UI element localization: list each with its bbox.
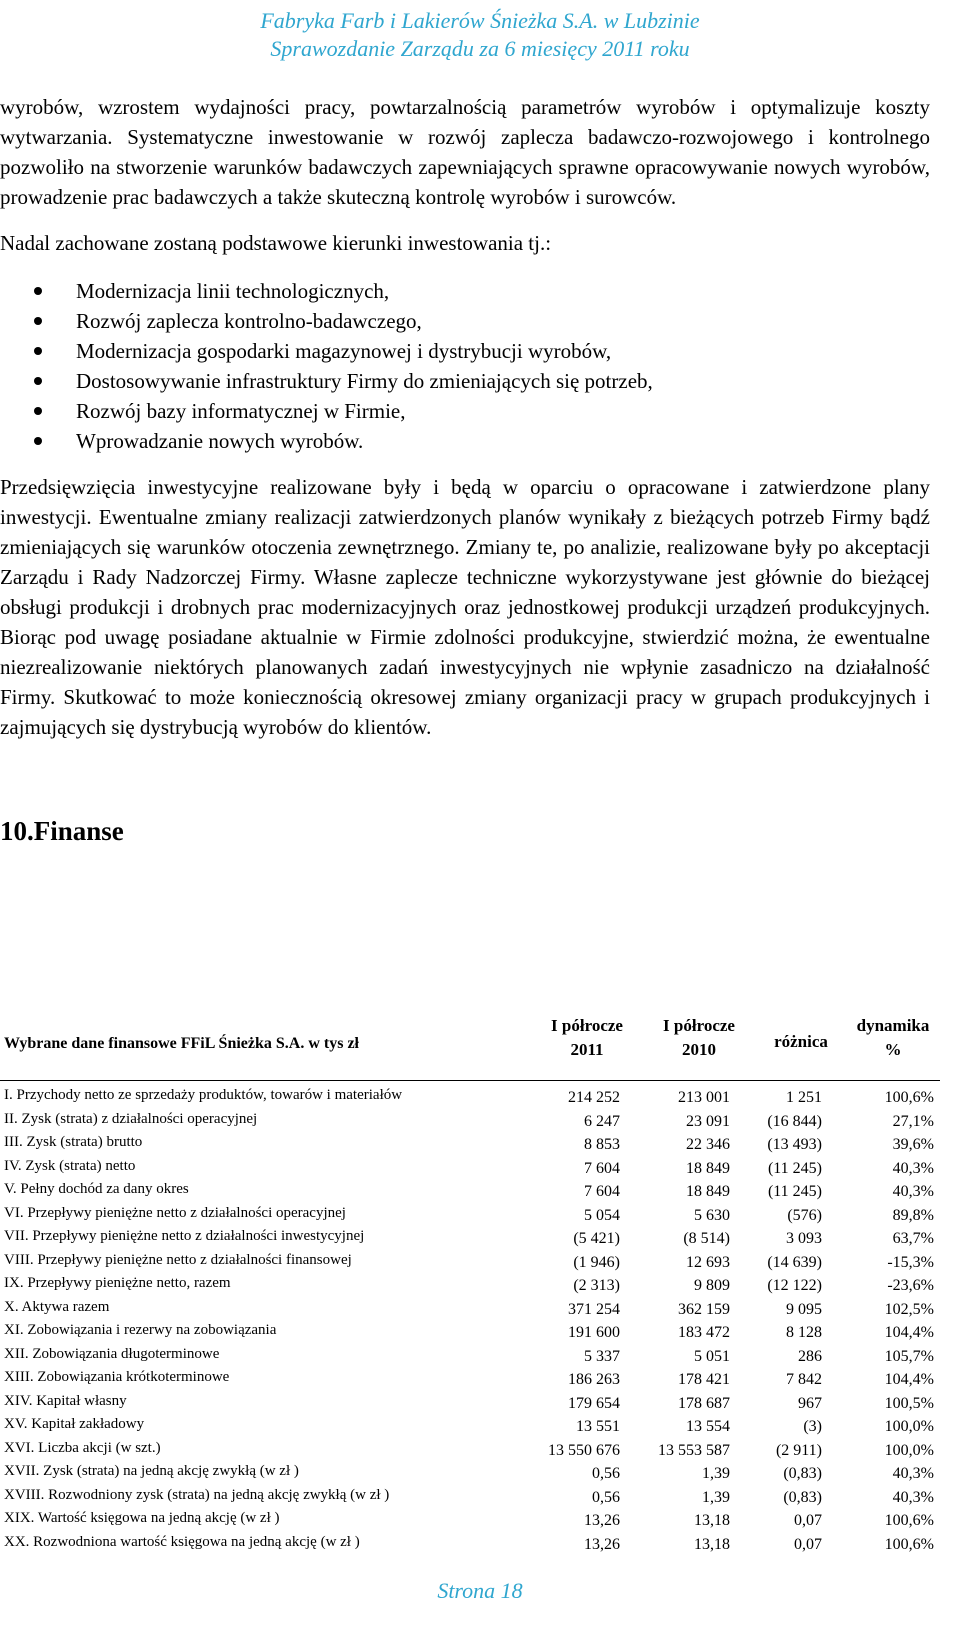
value-dynamics: 39,6% <box>892 1136 934 1153</box>
row-label: III. Zysk (strata) brutto <box>4 1134 143 1150</box>
table-row <box>0 1252 940 1276</box>
value-h1-2011: 0,56 <box>592 1488 620 1506</box>
value-difference: (11 245) <box>767 1159 822 1177</box>
value-h1-2011: 6 247 <box>584 1112 620 1130</box>
table-header <box>0 1010 940 1081</box>
value-h1-2010: 13,18 <box>694 1512 730 1529</box>
col-header-dynamics: dynamika % <box>856 1016 930 1059</box>
paragraph-2: Nadal zachowane zostaną podstawowe kierunki inwestowania tj.: <box>0 231 552 255</box>
value-dynamics: 105,7% <box>884 1347 934 1365</box>
value-h1-2011: 8 853 <box>584 1136 620 1153</box>
table-row <box>0 1534 940 1558</box>
value-h1-2010: 183 472 <box>678 1324 730 1341</box>
investment-directions-list <box>0 276 930 456</box>
col-header-difference: różnica <box>774 1032 828 1051</box>
value-h1-2011: (5 421) <box>573 1230 620 1247</box>
value-difference: (0,83) <box>783 1488 822 1506</box>
value-h1-2010: 13 554 <box>686 1418 730 1435</box>
row-label: XX. Rozwodniona wartość księgowa na jedną akcję (w zł ) <box>4 1533 360 1550</box>
value-h1-2010: (8 514) <box>683 1230 730 1247</box>
bullet-icon <box>34 347 42 355</box>
page-number: Strona 18 <box>437 1578 523 1603</box>
value-difference: (13 493) <box>767 1136 822 1153</box>
value-h1-2011: 191 600 <box>568 1324 620 1341</box>
value-h1-2010: 178 687 <box>678 1394 730 1412</box>
bullet-icon <box>34 317 42 325</box>
table-row <box>0 1228 940 1252</box>
row-label: X. Aktywa razem <box>4 1298 110 1315</box>
value-difference: 967 <box>798 1394 822 1412</box>
value-h1-2011: 5 337 <box>584 1347 620 1365</box>
table-row <box>0 1510 940 1534</box>
table-row <box>0 1275 940 1299</box>
row-label: XII. Zobowiązania długoterminowe <box>4 1345 220 1362</box>
row-label: IV. Zysk (strata) netto <box>4 1157 136 1174</box>
value-h1-2011: (2 313) <box>573 1277 620 1294</box>
value-difference: (576) <box>787 1206 822 1224</box>
value-difference: (12 122) <box>767 1277 822 1294</box>
value-dynamics: 100,6% <box>884 1089 934 1106</box>
table-row <box>0 1158 940 1182</box>
value-h1-2010: 1,39 <box>702 1488 730 1506</box>
value-h1-2010: 23 091 <box>686 1112 730 1130</box>
value-difference: 0,07 <box>794 1512 822 1529</box>
row-label: XV. Kapitał zakładowy <box>4 1416 145 1432</box>
table-row <box>0 1416 940 1440</box>
table-row <box>0 1463 940 1487</box>
value-h1-2011: (1 946) <box>573 1253 620 1271</box>
value-difference: 8 128 <box>786 1324 822 1341</box>
row-label: XIII. Zobowiązania krótkoterminowe <box>4 1369 230 1385</box>
value-h1-2011: 13,26 <box>584 1535 620 1553</box>
table-row <box>0 1299 940 1323</box>
paragraph-3: Przedsięwzięcia inwestycyjne realizowane były i będą w oparciu o opracowane i zatwierdzone plany inwestycji. Ewentualne zmiany realizacji zatwierdzonych planów wynikały z bieżących potrzeb Firmy bądź zmieniających się warunków otoczenia zewnętrznego. Zmiany te, po analizie, realizowane były po akceptacji Zarządu i Rady Nadzorczej Firmy. Własne zaplecze techniczne wykorzystywane jest głównie do bieżącej obsługi produkcji i drobnych prac modernizacyjnych oraz jednostkowej produkcji urządzeń produkcyjnych. Biorąc pod uwagę posiadane aktualnie w Firmie zdolności produkcyjne, stwierdzić można, że ewentualne niezrealizowanie niektórych planowanych zadań inwestycyjnych nie wpłynie zasadniczo na działalność Firmy. Skutkować to może koniecznością okresowej zmiany organizacji pracy w grupach produkcyjnych i zajmujących się dystrybucją wyrobów do klientów. <box>0 475 930 739</box>
value-dynamics: 102,5% <box>884 1300 934 1318</box>
row-label: VII. Przepływy pieniężne netto z działalności inwestycyjnej <box>4 1228 365 1244</box>
value-h1-2010: 12 693 <box>686 1253 730 1271</box>
table-row <box>0 1440 940 1464</box>
value-h1-2011: 13 551 <box>576 1418 620 1435</box>
table-row <box>0 1087 940 1111</box>
value-h1-2011: 179 654 <box>568 1394 620 1412</box>
table-row <box>0 1111 940 1135</box>
value-difference: (11 245) <box>767 1183 822 1200</box>
row-label: IX. Przepływy pieniężne netto, razem <box>4 1275 231 1291</box>
value-h1-2010: 18 849 <box>686 1159 730 1177</box>
financial-table <box>0 1010 940 1557</box>
value-difference: (14 639) <box>767 1253 822 1271</box>
value-h1-2011: 13 550 676 <box>548 1441 620 1459</box>
value-dynamics: 40,3% <box>892 1465 934 1482</box>
value-difference: 7 842 <box>786 1371 822 1388</box>
table-row <box>0 1134 940 1158</box>
value-h1-2011: 7 604 <box>584 1159 620 1177</box>
row-label: XVI. Liczba akcji (w szt.) <box>4 1439 161 1456</box>
table-row <box>0 1369 940 1393</box>
row-label: V. Pełny dochód za dany okres <box>4 1181 189 1197</box>
value-h1-2010: 213 001 <box>678 1089 730 1106</box>
table-body <box>0 1087 940 1557</box>
value-dynamics: 104,4% <box>884 1324 934 1341</box>
document-body <box>0 92 930 848</box>
row-label: XVII. Zysk (strata) na jedną akcję zwykłą (w zł ) <box>4 1463 299 1479</box>
value-h1-2010: 13,18 <box>694 1535 730 1553</box>
value-dynamics: 89,8% <box>892 1206 934 1224</box>
value-dynamics: 27,1% <box>892 1112 934 1130</box>
value-difference: 0,07 <box>794 1535 822 1553</box>
value-difference: (16 844) <box>767 1112 822 1130</box>
table-row <box>0 1322 940 1346</box>
value-difference: (2 911) <box>775 1441 822 1459</box>
row-label: VIII. Przepływy pieniężne netto z działalności finansowej <box>4 1251 352 1268</box>
value-dynamics: 100,6% <box>884 1535 934 1553</box>
value-dynamics: 100,0% <box>884 1418 934 1435</box>
value-dynamics: 100,5% <box>884 1394 934 1412</box>
table-row <box>0 1205 940 1229</box>
row-label: XVIII. Rozwodniony zysk (strata) na jedną akcję zwykłą (w zł ) <box>4 1486 390 1503</box>
table-caption: Wybrane dane finansowe FFiL Śnieżka S.A. w tys zł <box>4 1035 359 1052</box>
value-h1-2010: 18 849 <box>686 1183 730 1200</box>
value-h1-2011: 5 054 <box>584 1206 620 1224</box>
value-h1-2011: 371 254 <box>568 1300 620 1318</box>
value-h1-2010: 178 421 <box>678 1371 730 1388</box>
value-h1-2010: 13 553 587 <box>658 1441 730 1459</box>
value-difference: 3 093 <box>786 1230 822 1247</box>
value-h1-2010: 22 346 <box>686 1136 730 1153</box>
value-h1-2011: 186 263 <box>568 1371 620 1388</box>
table-row <box>0 1393 940 1417</box>
value-dynamics: 63,7% <box>892 1230 934 1247</box>
value-difference: 1 251 <box>786 1089 822 1106</box>
bullet-icon <box>34 407 42 415</box>
value-dynamics: 100,0% <box>884 1441 934 1459</box>
col-header-h1-2010: I półrocze 2010 <box>663 1016 735 1059</box>
value-dynamics: 40,3% <box>892 1183 934 1200</box>
row-label: XIV. Kapitał własny <box>4 1392 127 1409</box>
section-title: 10.Finanse <box>0 816 124 846</box>
value-dynamics: -23,6% <box>887 1277 934 1294</box>
list-item: Modernizacja linii technologicznych, <box>0 276 930 306</box>
value-dynamics: 100,6% <box>884 1512 934 1529</box>
value-h1-2010: 5 051 <box>694 1347 730 1365</box>
value-h1-2011: 214 252 <box>568 1089 620 1106</box>
list-item: Rozwój zaplecza kontrolno-badawczego, <box>0 306 930 336</box>
value-h1-2010: 362 159 <box>678 1300 730 1318</box>
row-label: XIX. Wartość księgowa na jedną akcję (w zł ) <box>4 1510 280 1526</box>
row-label: I. Przychody netto ze sprzedaży produktów, towarów i materiałów <box>4 1087 403 1103</box>
paragraph-1: wyrobów, wzrostem wydajności pracy, powtarzalnością parametrów wyrobów i optymalizuje koszty wytwarzania. Systematyczne inwestowanie w rozwój zaplecza badawczo-rozwojowego i kontrolnego pozwoliło na stworzenie warunków badawczych zapewniających sprawne opracowywanie nowych wyrobów, prowadzenie prac badawczych a także skuteczną kontrolę wyrobów i surowców. <box>0 95 930 209</box>
list-item: Dostosowywanie infrastruktury Firmy do zmieniających się potrzeb, <box>0 366 930 396</box>
value-dynamics: 40,3% <box>892 1159 934 1177</box>
value-dynamics: 104,4% <box>884 1371 934 1388</box>
value-dynamics: -15,3% <box>887 1253 934 1271</box>
header-report-title: Sprawozdanie Zarządu za 6 miesięcy 2011 roku <box>270 36 690 61</box>
list-item: Rozwój bazy informatycznej w Firmie, <box>0 396 930 426</box>
table-row <box>0 1346 940 1370</box>
value-h1-2011: 7 604 <box>584 1183 620 1200</box>
value-h1-2010: 5 630 <box>694 1206 730 1224</box>
row-label: XI. Zobowiązania i rezerwy na zobowiązania <box>4 1322 277 1338</box>
value-difference: 286 <box>798 1347 822 1365</box>
header-company: Fabryka Farb i Lakierów Śnieżka S.A. w Lubzinie <box>260 8 700 33</box>
list-item: Wprowadzanie nowych wyrobów. <box>0 426 930 456</box>
row-label: VI. Przepływy pieniężne netto z działalności operacyjnej <box>4 1204 346 1221</box>
list-item: Modernizacja gospodarki magazynowej i dystrybucji wyrobów, <box>0 336 930 366</box>
col-header-h1-2011: I półrocze 2011 <box>551 1016 623 1059</box>
bullet-icon <box>34 287 42 295</box>
value-difference: 9 095 <box>786 1300 822 1318</box>
row-label: II. Zysk (strata) z działalności operacyjnej <box>4 1110 258 1127</box>
value-h1-2010: 9 809 <box>694 1277 730 1294</box>
value-dynamics: 40,3% <box>892 1488 934 1506</box>
value-h1-2011: 13,26 <box>584 1512 620 1529</box>
value-difference: (0,83) <box>783 1465 822 1482</box>
value-h1-2010: 1,39 <box>702 1465 730 1482</box>
table-row <box>0 1181 940 1205</box>
bullet-icon <box>34 437 42 445</box>
value-h1-2011: 0,56 <box>592 1465 620 1482</box>
bullet-icon <box>34 377 42 385</box>
table-row <box>0 1487 940 1511</box>
value-difference: (3) <box>803 1418 822 1435</box>
